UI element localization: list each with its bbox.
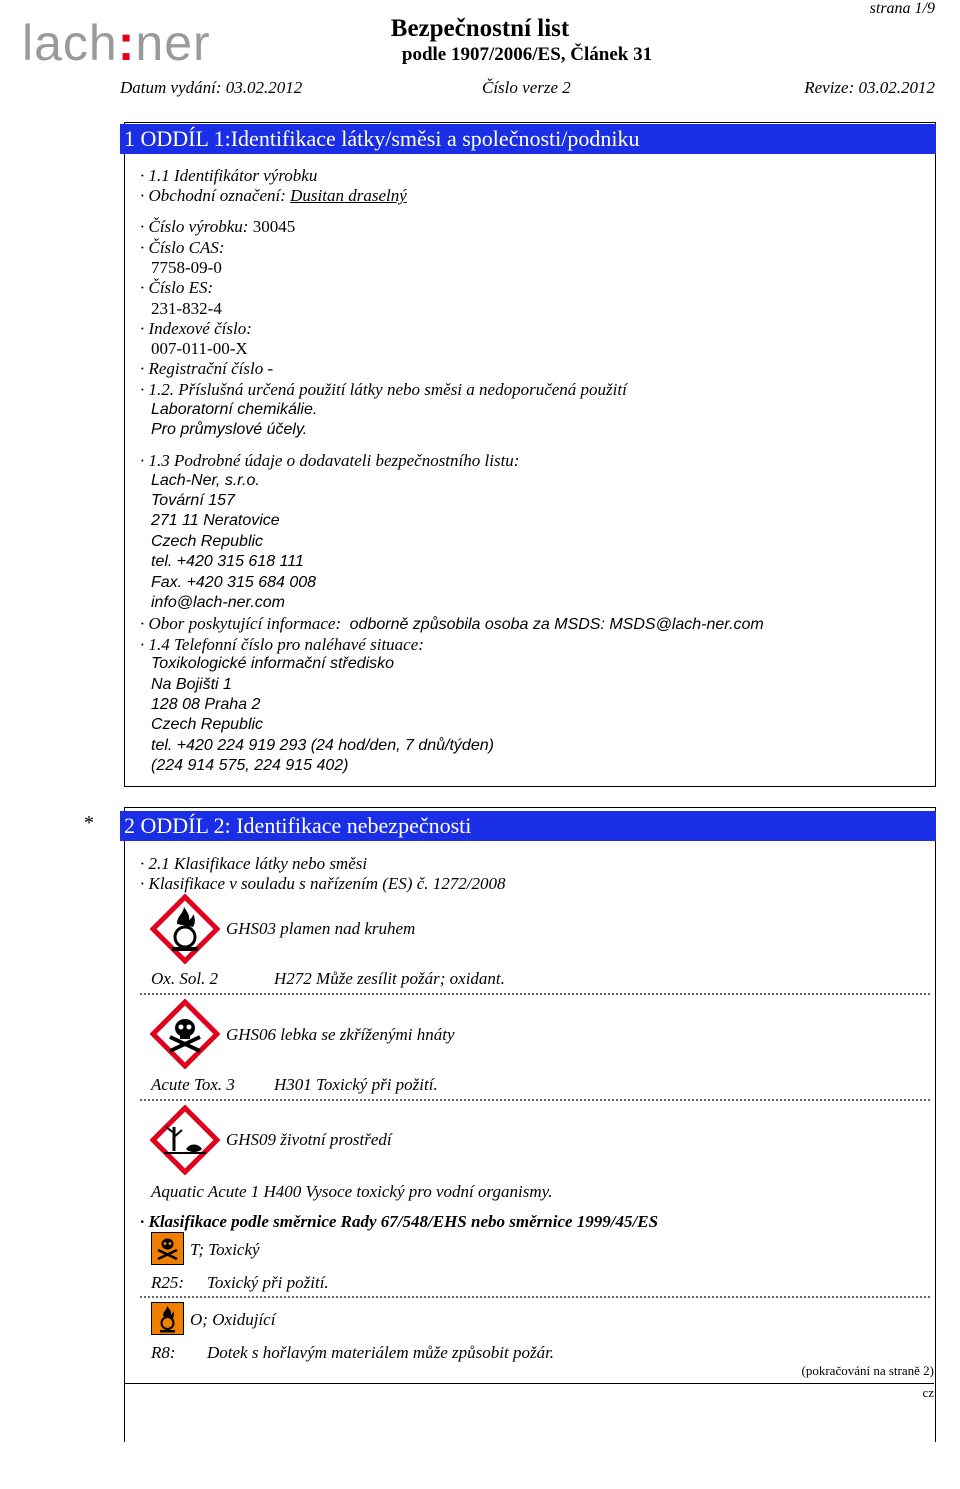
index-value: 007-011-00-X xyxy=(151,339,248,358)
dotted-divider xyxy=(140,1296,930,1298)
supplier-line: Czech Republic xyxy=(151,533,264,550)
emergency-line: Toxikologické informační středisko xyxy=(151,655,395,672)
hazard-class-aquatic: Aquatic Acute 1 H400 Vysoce toxický pro vodní organismy. xyxy=(151,1182,553,1201)
trade-name-label: · Obchodní označení: xyxy=(140,186,286,205)
revision-date: Revize: 03.02.2012 xyxy=(804,78,935,97)
r8-code: R8: xyxy=(151,1343,176,1362)
toxic-label: T; Toxický xyxy=(190,1240,260,1259)
environment-hazard-icon xyxy=(150,1105,220,1175)
emergency-line: Czech Republic xyxy=(151,716,264,733)
emergency-line: tel. +420 224 919 293 (24 hod/den, 7 dnů/týden) xyxy=(151,737,494,754)
heading-1-4: · 1.4 Telefonní číslo pro naléhavé situace: xyxy=(140,635,424,654)
continued-note: (pokračování na straně 2) xyxy=(801,1363,934,1378)
emergency-line: 128 08 Praha 2 xyxy=(151,696,261,713)
info-contact-value: odborně způsobila osoba za MSDS: MSDS@lach-ner.com xyxy=(349,616,764,633)
supplier-line: Fax. +420 315 684 008 xyxy=(151,574,317,591)
skull-crossbones-icon xyxy=(150,999,220,1069)
section-2-title: 2 ODDÍL 2: Identifikace nebezpečnosti xyxy=(124,813,472,838)
ghs09-label: GHS09 životní prostředí xyxy=(226,1130,392,1149)
heading-2-1: · 2.1 Klasifikace látky nebo směsi xyxy=(140,854,368,873)
emergency-line: (224 914 575, 224 915 402) xyxy=(151,757,349,774)
trade-name xyxy=(140,186,407,206)
supplier-line: Lach-Ner, s.r.o. xyxy=(151,472,260,489)
r25-text: Toxický při požití. xyxy=(207,1273,329,1292)
use-1: Laboratorní chemikálie. xyxy=(151,401,318,418)
info-contact xyxy=(140,614,764,634)
page-number: strana 1/9 xyxy=(869,0,935,17)
version-number: Číslo verze 2 xyxy=(482,78,571,97)
h301-statement: H301 Toxický při požití. xyxy=(274,1075,438,1094)
flame-over-circle-icon xyxy=(150,894,220,964)
issue-date: Datum vydání: 03.02.2012 xyxy=(120,78,303,97)
supplier-line: 271 11 Neratovice xyxy=(151,512,280,529)
oxidising-label: O; Oxidující xyxy=(190,1310,276,1329)
change-marker: * xyxy=(84,812,94,834)
dotted-divider xyxy=(140,1099,930,1101)
h272-statement: H272 Může zesílit požár; oxidant. xyxy=(274,969,505,988)
es-value: 231-832-4 xyxy=(151,299,222,318)
ghs06-label: GHS06 lebka se zkříženými hnáty xyxy=(226,1025,455,1044)
emergency-line: Na Bojišti 1 xyxy=(151,676,232,693)
use-2: Pro průmyslové účely. xyxy=(151,421,308,438)
supplier-line: info@lach-ner.com xyxy=(151,594,285,611)
document-title: Bezpečnostní list xyxy=(390,15,570,42)
cas-value: 7758-09-0 xyxy=(151,258,222,277)
hazard-class-acute-tox: Acute Tox. 3 xyxy=(151,1075,235,1094)
product-number-value: 30045 xyxy=(252,217,296,236)
heading-1-2: · 1.2. Příslušná určená použití látky nebo směsi a nedoporučená použití xyxy=(140,380,627,399)
hazard-class-ox-sol: Ox. Sol. 2 xyxy=(151,969,219,988)
ghs03-label: GHS03 plamen nad kruhem xyxy=(226,919,416,938)
section-1-title: 1 ODDÍL 1:Identifikace látky/směsi a společnosti/podniku xyxy=(124,126,640,151)
r25-code: R25: xyxy=(151,1273,185,1292)
supplier-line: Tovární 157 xyxy=(151,492,235,509)
document-subtitle: podle 1907/2006/ES, Článek 31 xyxy=(401,44,653,65)
index-label: · Indexové číslo: xyxy=(140,319,252,338)
heading-1-1: · 1.1 Identifikátor výrobku xyxy=(140,166,318,185)
product-number-label: · Číslo výrobku: xyxy=(140,217,249,236)
heading-1-3: · 1.3 Podrobné údaje o dodavateli bezpečnostního listu: xyxy=(140,451,520,470)
es-label: · Číslo ES: xyxy=(140,278,214,297)
cas-label: · Číslo CAS: xyxy=(140,238,225,257)
company-logo: lach:ner xyxy=(22,15,211,71)
supplier-line: tel. +420 315 618 111 xyxy=(151,553,304,570)
dotted-divider xyxy=(140,993,930,995)
info-contact-label: · Obor poskytující informace: xyxy=(140,614,342,633)
clp-classification: · Klasifikace v souladu s nařízením (ES) č. 1272/2008 xyxy=(140,874,506,893)
trade-name-value: Dusitan draselný xyxy=(290,186,407,205)
oxidising-orange-icon xyxy=(151,1302,184,1335)
product-number xyxy=(140,217,295,237)
toxic-orange-icon xyxy=(151,1232,184,1265)
footer-rule xyxy=(124,1383,934,1384)
language-code: cz xyxy=(922,1385,934,1400)
r8-text: Dotek s hořlavým materiálem může způsobit požár. xyxy=(207,1343,555,1362)
registration-label: · Registrační číslo - xyxy=(140,359,274,378)
dsd-classification: · Klasifikace podle směrnice Rady 67/548/EHS nebo směrnice 1999/45/ES xyxy=(140,1212,659,1231)
